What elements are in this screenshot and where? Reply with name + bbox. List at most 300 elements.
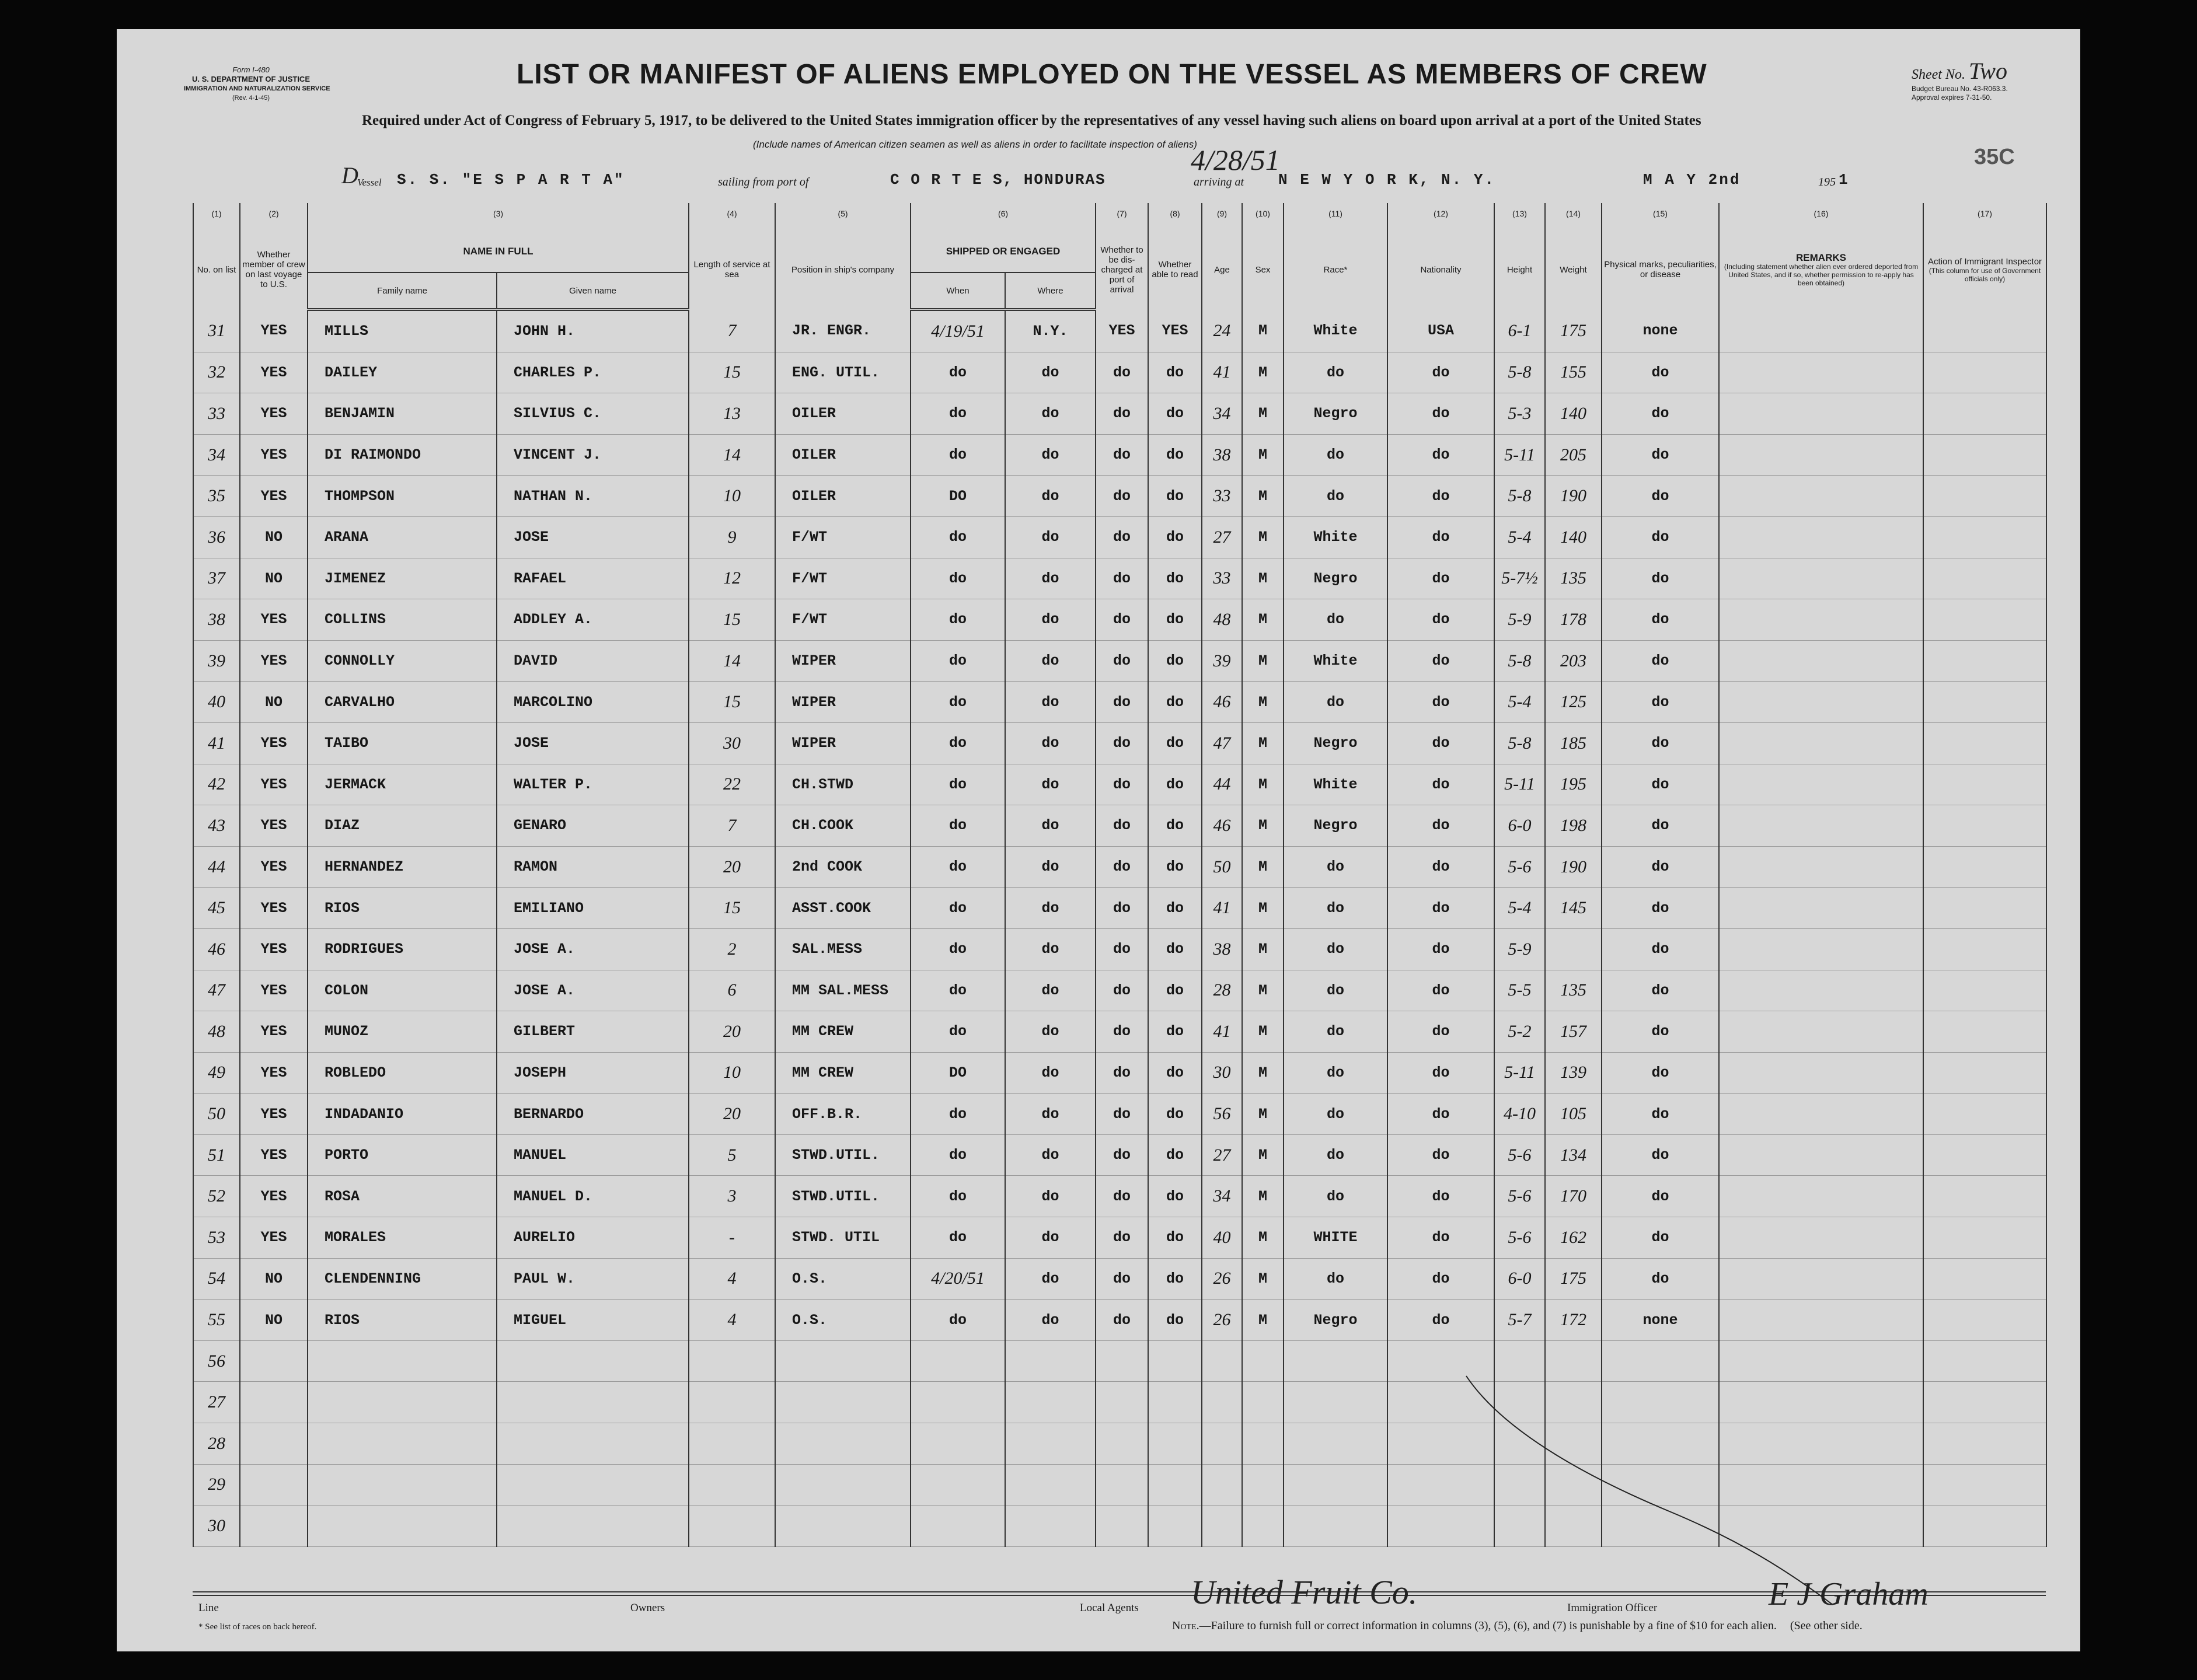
nationality-cell: do (1387, 434, 1494, 476)
form-number: Form I-480 (232, 65, 270, 74)
able-to-read-cell (1148, 1340, 1202, 1382)
given-name-cell (497, 1464, 689, 1506)
race-cell: do (1284, 434, 1387, 476)
length-of-service-cell (689, 1423, 775, 1465)
sex-cell: M (1242, 682, 1284, 723)
form-id-block (184, 65, 330, 103)
age-cell (1202, 1423, 1242, 1465)
age-cell (1202, 1382, 1242, 1423)
given-name-cell (497, 1382, 689, 1423)
shipped-where-cell (1005, 1464, 1096, 1506)
weight-cell: 140 (1545, 393, 1602, 435)
race-cell: do (1284, 352, 1387, 393)
position-cell: ASST.COOK (775, 888, 911, 929)
table-row (193, 764, 2046, 805)
given-name-cell: SILVIUS C. (497, 393, 689, 435)
nationality-cell: do (1387, 764, 1494, 805)
given-name-cell: GILBERT (497, 1011, 689, 1053)
height-cell: 5-11 (1494, 1052, 1545, 1094)
position-cell: MM CREW (775, 1052, 911, 1094)
weight-cell: 170 (1545, 1176, 1602, 1217)
nationality-cell: do (1387, 476, 1494, 517)
row-number-cell: 50 (193, 1094, 240, 1135)
inspector-action-cell (1923, 1464, 2046, 1506)
length-of-service-cell: 20 (689, 1011, 775, 1053)
shipped-when-cell: do (911, 970, 1005, 1011)
row-number-cell: 41 (193, 722, 240, 764)
row-number-cell: 49 (193, 1052, 240, 1094)
position-cell: OFF.B.R. (775, 1094, 911, 1135)
col8-num: (8) (1148, 203, 1202, 230)
remarks-cell (1719, 764, 1923, 805)
nationality-cell: do (1387, 1258, 1494, 1300)
stamp-number: 35C (1974, 145, 2015, 169)
length-of-service-cell (689, 1340, 775, 1382)
race-cell: do (1284, 682, 1387, 723)
shipped-when-cell: do (911, 516, 1005, 558)
shipped-where-cell: do (1005, 599, 1096, 641)
remarks-cell (1719, 1217, 1923, 1259)
discharged-cell: do (1096, 722, 1148, 764)
sex-cell: M (1242, 599, 1284, 641)
age-cell: 27 (1202, 516, 1242, 558)
position-cell: CH.COOK (775, 805, 911, 847)
sex-cell: M (1242, 928, 1284, 970)
height-cell: 5-6 (1494, 1134, 1545, 1176)
race-cell (1284, 1423, 1387, 1465)
length-of-service-cell: 7 (689, 805, 775, 847)
physical-marks-cell: do (1602, 888, 1719, 929)
table-row (193, 1011, 2046, 1053)
length-of-service-cell: 20 (689, 846, 775, 888)
sailing-date: 4/28/51 (1191, 144, 1280, 176)
nationality-cell: do (1387, 1011, 1494, 1053)
col3-num: (3) (308, 203, 689, 230)
given-name-cell: BERNARDO (497, 1094, 689, 1135)
family-name-cell: CONNOLLY (308, 640, 497, 682)
sex-cell: M (1242, 516, 1284, 558)
shipped-where-cell: do (1005, 393, 1096, 435)
year-prefix: 195 (1818, 176, 1836, 188)
col13-num: (13) (1494, 203, 1545, 230)
physical-marks-cell: do (1602, 640, 1719, 682)
table-row (193, 476, 2046, 517)
col10-num: (10) (1242, 203, 1284, 230)
remarks-sub: (Including statement whether alien ever ordered deported from United States, and if so, whether permission to re-apply has been obtained) (1724, 262, 1919, 287)
able-to-read-cell: do (1148, 1134, 1202, 1176)
physical-marks-cell: do (1602, 722, 1719, 764)
col-length-of-service: Length of service at sea (689, 230, 775, 310)
col4-num: (4) (689, 203, 775, 230)
table-row (193, 1300, 2046, 1341)
inspector-action-cell (1923, 805, 2046, 847)
family-name-cell (308, 1340, 497, 1382)
height-cell: 5-8 (1494, 476, 1545, 517)
given-name-cell: JOSE (497, 722, 689, 764)
last-voyage-cell: YES (240, 1052, 308, 1094)
col-given-name: Given name (497, 273, 689, 310)
able-to-read-cell: do (1148, 928, 1202, 970)
inspector-action-cell (1923, 1300, 2046, 1341)
length-of-service-cell: 6 (689, 970, 775, 1011)
inspector-action-cell (1923, 1011, 2046, 1053)
shipped-where-cell (1005, 1340, 1096, 1382)
discharged-cell: do (1096, 640, 1148, 682)
position-cell: CH.STWD (775, 764, 911, 805)
sailing-from-label: sailing from port of (718, 176, 809, 188)
nationality-cell: do (1387, 1217, 1494, 1259)
discharged-cell: do (1096, 805, 1148, 847)
note-label: Note. (1172, 1619, 1199, 1632)
last-voyage-cell (240, 1506, 308, 1547)
height-cell: 5-4 (1494, 888, 1545, 929)
family-name-cell: DAILEY (308, 352, 497, 393)
given-name-cell: CHARLES P. (497, 352, 689, 393)
physical-marks-cell: do (1602, 805, 1719, 847)
weight-cell: 175 (1545, 310, 1602, 352)
family-name-cell: ROBLEDO (308, 1052, 497, 1094)
inspector-action-cell (1923, 722, 2046, 764)
inspector-action-cell (1923, 516, 2046, 558)
physical-marks-cell: do (1602, 476, 1719, 517)
shipped-where-cell: do (1005, 805, 1096, 847)
col-position: Position in ship's company (775, 230, 911, 310)
remarks-cell (1719, 1094, 1923, 1135)
length-of-service-cell: 15 (689, 888, 775, 929)
col14-num: (14) (1545, 203, 1602, 230)
table-row (193, 722, 2046, 764)
nationality-cell: do (1387, 970, 1494, 1011)
weight-cell: 185 (1545, 722, 1602, 764)
height-cell: 5-8 (1494, 640, 1545, 682)
arriving-label: arriving at (1194, 176, 1244, 188)
table-row (193, 1176, 2046, 1217)
arrival-port: N E W Y O R K, N. Y. (1278, 171, 1496, 188)
weight-cell: 145 (1545, 888, 1602, 929)
physical-marks-cell: do (1602, 1258, 1719, 1300)
discharged-cell: do (1096, 1217, 1148, 1259)
given-name-cell: MARCOLINO (497, 682, 689, 723)
sex-cell: M (1242, 1052, 1284, 1094)
age-cell: 38 (1202, 928, 1242, 970)
able-to-read-cell: do (1148, 970, 1202, 1011)
shipped-where-cell (1005, 1423, 1096, 1465)
remarks-cell (1719, 1300, 1923, 1341)
approval-expiry: Approval expires 7-31-50. (1912, 93, 1992, 102)
position-cell (775, 1382, 911, 1423)
age-cell: 34 (1202, 1176, 1242, 1217)
nationality-cell: do (1387, 640, 1494, 682)
inspector-action-cell (1923, 682, 2046, 723)
nationality-cell: do (1387, 888, 1494, 929)
discharged-cell: do (1096, 1300, 1148, 1341)
race-cell: White (1284, 764, 1387, 805)
last-voyage-cell: YES (240, 764, 308, 805)
races-note: * See list of races on back hereof. (198, 1622, 317, 1632)
sex-cell: M (1242, 888, 1284, 929)
col-able-to-read: Whether able to read (1148, 230, 1202, 310)
weight-cell: 175 (1545, 1258, 1602, 1300)
position-cell: MM CREW (775, 1011, 911, 1053)
shipped-where-cell: do (1005, 476, 1096, 517)
given-name-cell: VINCENT J. (497, 434, 689, 476)
table-row (193, 1217, 2046, 1259)
physical-marks-cell: do (1602, 558, 1719, 599)
length-of-service-cell: 30 (689, 722, 775, 764)
weight-cell: 195 (1545, 764, 1602, 805)
manifest-sheet (117, 29, 2080, 1651)
inspector-action-cell (1923, 434, 2046, 476)
last-voyage-cell (240, 1382, 308, 1423)
shipped-where-cell: do (1005, 970, 1096, 1011)
able-to-read-cell (1148, 1423, 1202, 1465)
length-of-service-cell: 4 (689, 1300, 775, 1341)
family-name-cell (308, 1464, 497, 1506)
height-cell: 5-9 (1494, 599, 1545, 641)
able-to-read-cell: do (1148, 434, 1202, 476)
height-cell: 5-7 (1494, 1300, 1545, 1341)
position-cell (775, 1340, 911, 1382)
shipped-where-cell: do (1005, 722, 1096, 764)
line-label: Line (198, 1602, 219, 1614)
able-to-read-cell: do (1148, 764, 1202, 805)
discharged-cell: do (1096, 846, 1148, 888)
age-cell: 33 (1202, 476, 1242, 517)
table-row (193, 599, 2046, 641)
remarks-cell (1719, 1176, 1923, 1217)
weight-cell: 190 (1545, 846, 1602, 888)
remarks-cell (1719, 722, 1923, 764)
height-cell: 5-6 (1494, 1176, 1545, 1217)
inspector-action-cell (1923, 476, 2046, 517)
inspector-action-cell (1923, 1340, 2046, 1382)
row-number-cell: 28 (193, 1423, 240, 1465)
last-voyage-cell: YES (240, 1134, 308, 1176)
able-to-read-cell (1148, 1506, 1202, 1547)
age-cell: 40 (1202, 1217, 1242, 1259)
age-cell: 48 (1202, 599, 1242, 641)
height-cell: 4-10 (1494, 1094, 1545, 1135)
race-cell: Negro (1284, 1300, 1387, 1341)
last-voyage-cell: YES (240, 888, 308, 929)
table-row (193, 516, 2046, 558)
age-cell: 41 (1202, 1011, 1242, 1053)
nationality-cell: do (1387, 599, 1494, 641)
able-to-read-cell: do (1148, 1052, 1202, 1094)
length-of-service-cell: 15 (689, 352, 775, 393)
inspector-action-cell (1923, 640, 2046, 682)
age-cell: 46 (1202, 682, 1242, 723)
age-cell: 39 (1202, 640, 1242, 682)
inspector-action-cell (1923, 599, 2046, 641)
crew-rows (193, 310, 2046, 1547)
inspector-action-cell (1923, 1217, 2046, 1259)
last-voyage-cell (240, 1340, 308, 1382)
table-row (193, 888, 2046, 929)
col-when: When (911, 273, 1005, 310)
sex-cell (1242, 1382, 1284, 1423)
remarks-cell (1719, 310, 1923, 352)
col-remarks (1719, 230, 1923, 310)
discharged-cell: do (1096, 476, 1148, 517)
row-number-cell: 45 (193, 888, 240, 929)
row-number-cell: 46 (193, 928, 240, 970)
shipped-when-cell: do (911, 434, 1005, 476)
given-name-cell: JOSE (497, 516, 689, 558)
shipped-when-cell: do (911, 558, 1005, 599)
physical-marks-cell: do (1602, 599, 1719, 641)
table-row (193, 352, 2046, 393)
height-cell: 5-2 (1494, 1011, 1545, 1053)
family-name-cell: HERNANDEZ (308, 846, 497, 888)
discharged-cell: do (1096, 599, 1148, 641)
last-voyage-cell: YES (240, 846, 308, 888)
shipped-when-cell (911, 1423, 1005, 1465)
physical-marks-cell: do (1602, 1134, 1719, 1176)
col-physical-marks: Physical marks, peculiarities, or disease (1602, 230, 1719, 310)
family-name-cell: RIOS (308, 888, 497, 929)
physical-marks-cell: do (1602, 1094, 1719, 1135)
shipped-where-cell: do (1005, 1258, 1096, 1300)
shipped-where-cell: do (1005, 1217, 1096, 1259)
able-to-read-cell (1148, 1464, 1202, 1506)
weight-cell: 178 (1545, 599, 1602, 641)
last-voyage-cell: YES (240, 805, 308, 847)
col-last-voyage: Whether member of crew on last voyage to U.S. (240, 230, 308, 310)
discharged-cell: do (1096, 1011, 1148, 1053)
length-of-service-cell: 14 (689, 640, 775, 682)
shipped-when-cell: do (911, 352, 1005, 393)
position-cell: MM SAL.MESS (775, 970, 911, 1011)
given-name-cell (497, 1423, 689, 1465)
col-race: Race* (1284, 230, 1387, 310)
remarks-cell (1719, 928, 1923, 970)
sex-cell: M (1242, 352, 1284, 393)
table-row (193, 434, 2046, 476)
weight-cell (1545, 928, 1602, 970)
last-voyage-cell: YES (240, 434, 308, 476)
weight-cell: 198 (1545, 805, 1602, 847)
see-other-side: (See other side. (1790, 1619, 1863, 1632)
height-cell: 5-11 (1494, 434, 1545, 476)
able-to-read-cell (1148, 1382, 1202, 1423)
weight-cell: 135 (1545, 558, 1602, 599)
race-cell: do (1284, 1258, 1387, 1300)
given-name-cell: JOSE A. (497, 928, 689, 970)
inspector-action-cell (1923, 846, 2046, 888)
weight-cell: 172 (1545, 1300, 1602, 1341)
subtitle: Required under Act of Congress of February 5, 1917, to be delivered to the United States immigration officer by the representatives of any vessel having such aliens on board upon arrival at a port of the United States (362, 113, 1701, 128)
weight-cell: 162 (1545, 1217, 1602, 1259)
family-name-cell (308, 1382, 497, 1423)
position-cell: OILER (775, 476, 911, 517)
table-row (193, 846, 2046, 888)
position-cell: WIPER (775, 682, 911, 723)
row-number-cell: 47 (193, 970, 240, 1011)
vessel-prefix: D (341, 162, 358, 188)
family-name-cell: INDADANIO (308, 1094, 497, 1135)
family-name-cell (308, 1506, 497, 1547)
row-number-cell: 52 (193, 1176, 240, 1217)
length-of-service-cell: 3 (689, 1176, 775, 1217)
given-name-cell: MANUEL (497, 1134, 689, 1176)
inspector-action-cell (1923, 310, 2046, 352)
col-discharged: Whether to be dis-charged at port of arrival (1096, 230, 1148, 310)
length-of-service-cell: 4 (689, 1258, 775, 1300)
shipped-where-cell: do (1005, 558, 1096, 599)
nationality-cell: do (1387, 846, 1494, 888)
position-cell: ENG. UTIL. (775, 352, 911, 393)
able-to-read-cell: do (1148, 393, 1202, 435)
col15-num: (15) (1602, 203, 1719, 230)
remarks-cell (1719, 970, 1923, 1011)
race-cell: do (1284, 888, 1387, 929)
family-name-cell: ROSA (308, 1176, 497, 1217)
remarks-cell (1719, 1134, 1923, 1176)
table-row (193, 1258, 2046, 1300)
inspector-action-cell (1923, 1134, 2046, 1176)
row-number-cell: 27 (193, 1382, 240, 1423)
family-name-cell: PORTO (308, 1134, 497, 1176)
last-voyage-cell: YES (240, 970, 308, 1011)
position-cell: O.S. (775, 1300, 911, 1341)
able-to-read-cell: do (1148, 722, 1202, 764)
col9-num: (9) (1202, 203, 1242, 230)
discharged-cell: do (1096, 1258, 1148, 1300)
age-cell: 24 (1202, 310, 1242, 352)
sex-cell: M (1242, 476, 1284, 517)
length-of-service-cell: 2 (689, 928, 775, 970)
position-cell: STWD.UTIL. (775, 1134, 911, 1176)
inspector-action-cell (1923, 1423, 2046, 1465)
weight-cell: 134 (1545, 1134, 1602, 1176)
discharged-cell: do (1096, 393, 1148, 435)
able-to-read-cell: do (1148, 846, 1202, 888)
able-to-read-cell: YES (1148, 310, 1202, 352)
length-of-service-cell (689, 1464, 775, 1506)
length-of-service-cell (689, 1382, 775, 1423)
shipped-when-cell: do (911, 393, 1005, 435)
age-cell (1202, 1464, 1242, 1506)
family-name-cell: DIAZ (308, 805, 497, 847)
weight-cell: 203 (1545, 640, 1602, 682)
shipped-when-cell: do (911, 805, 1005, 847)
shipped-when-cell: do (911, 722, 1005, 764)
shipped-where-cell: do (1005, 764, 1096, 805)
race-cell: do (1284, 1011, 1387, 1053)
page-title: LIST OR MANIFEST OF ALIENS EMPLOYED ON THE VESSEL AS MEMBERS OF CREW (517, 59, 1707, 90)
race-cell: do (1284, 928, 1387, 970)
shipped-when-cell (911, 1506, 1005, 1547)
last-voyage-cell: NO (240, 1258, 308, 1300)
inspector-action-cell (1923, 970, 2046, 1011)
sex-cell: M (1242, 1300, 1284, 1341)
shipped-where-cell: do (1005, 640, 1096, 682)
last-voyage-cell: NO (240, 558, 308, 599)
agents-signature: United Fruit Co. (1191, 1573, 1418, 1611)
able-to-read-cell: do (1148, 888, 1202, 929)
row-number-cell: 39 (193, 640, 240, 682)
able-to-read-cell: do (1148, 640, 1202, 682)
nationality-cell: do (1387, 1176, 1494, 1217)
physical-marks-cell: do (1602, 970, 1719, 1011)
note-text: —Failure to furnish full or correct information in columns (3), (5), (6), and (7) is punishable by a fine of $10 for each alien. (1199, 1619, 1777, 1632)
race-cell: do (1284, 1176, 1387, 1217)
shipped-where-cell: do (1005, 928, 1096, 970)
shipped-where-cell (1005, 1506, 1096, 1547)
weight-cell: 139 (1545, 1052, 1602, 1094)
sailing-port: C O R T E S, HONDURAS (890, 171, 1106, 188)
